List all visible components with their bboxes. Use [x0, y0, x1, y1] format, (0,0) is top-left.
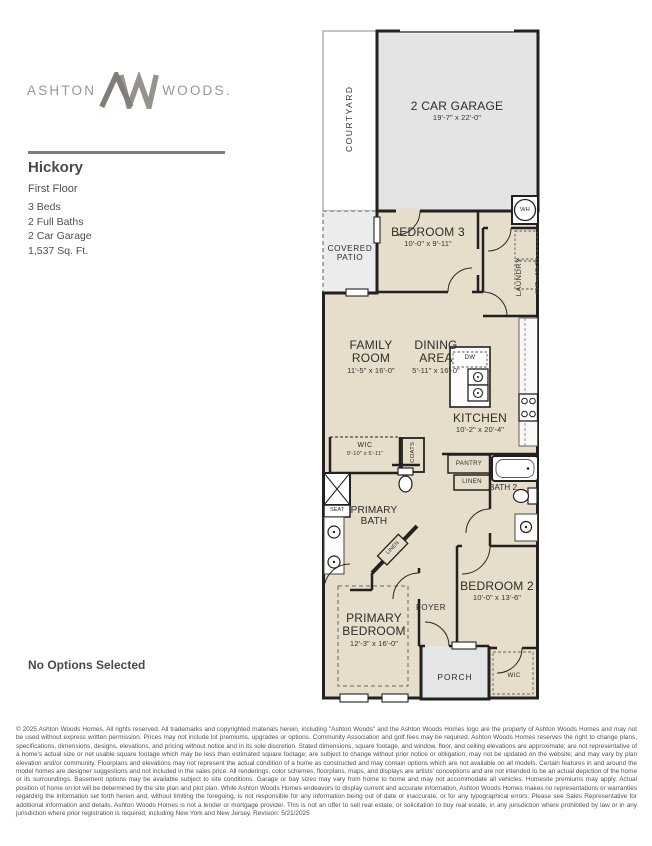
garage-name: 2 CAR GARAGE [410, 99, 504, 113]
coats-label: COATS [409, 441, 416, 463]
courtyard-label: COURTYARD [344, 85, 355, 153]
spec-baths: 2 Full Baths [28, 215, 84, 228]
logo-text-woods: WOODS. [162, 83, 232, 98]
seat-label: SEAT [330, 507, 344, 513]
foyer-label: FOYER [415, 603, 447, 612]
primary-bedroom-label [330, 612, 418, 648]
garage-label [397, 100, 517, 123]
porch-label: PORCH [437, 672, 473, 682]
plan-name: Hickory [28, 159, 84, 176]
covered-patio-label: COVERED PATIO [327, 244, 373, 263]
linen-bath-label: LINEN [385, 540, 401, 556]
entry-opening [396, 209, 420, 214]
kitchen-name: KITCHEN [452, 411, 508, 425]
aw-monogram-icon [99, 72, 159, 109]
plan-floor: First Floor [28, 183, 78, 195]
laundry-label [508, 222, 544, 332]
bedroom3-label [380, 226, 476, 249]
kitchen-dims: 10'-2" x 20'-4" [455, 425, 505, 435]
bath2-label: BATH 2 [488, 483, 518, 492]
primary-bedroom-dims: 12'-3" x 16'-0" [349, 638, 399, 648]
dining-area-dims: 5'-11" x 16'-0" [412, 365, 460, 375]
bedroom2-name: BEDROOM 2 [460, 579, 534, 593]
options-note: No Options Selected [28, 658, 146, 672]
bathtub [492, 456, 538, 481]
family-room-name: FAMILY ROOM [349, 338, 393, 366]
header-divider [28, 151, 225, 154]
dishwasher-label: DW [464, 354, 476, 361]
water-heater-label: WH [520, 206, 530, 213]
bedroom2-dims: 10'-0" x 13'-6" [472, 593, 522, 603]
shower [324, 473, 350, 505]
linen-hall-label: LINEN [462, 477, 482, 485]
logo-text-ashton: ASHTON [27, 83, 97, 98]
pantry-label: PANTRY [455, 459, 483, 467]
bedroom2-label [455, 580, 539, 603]
primary-wic-dims: 9'-10" x 5'-11" [346, 450, 384, 457]
disclaimer-text: © 2025 Ashton Woods Homes. All rights reserved. All trademarks and copyrighted materials herein, including "Ashton Woods" and the Ashton Woods Homes logo are the property of Ashton Woods Homes and may not be used without express written permission. Prices may not include lot premiums, upgrades or options. Community Association and golf fees may be required. Ashton Woods Homes reserves the right to change plans, specifications, dimensions, designs, elevations, and pricing without notice and in its sole discretion. Stated dimensions, square footage, and window, floor, and ceiling elevations are approximate; are not representative of a home's actual size or net usable square footage which may be less than estimated square footage; are subject to change without prior notice or obligation; may not be updated on the website; and may vary by plan elevation and/or community. Floorplans and elevations may not represent the actual condition of a home as constructed and may contain options which are not available on all models. Certain features in and around the model homes are designer suggestions and not included in the sales price. All renderings, color schemes, floorplans, maps, and displays are artists' conceptions and are not intended to be an actual depiction of the home or its surroundings. Basement options may be available subject to site conditions. Garage or bay sizes may vary from home to home and may not accommodate all vehicles. Homesite premiums may apply. Actual position of home on lot will be determined by the site plan and plot plan. While Ashton Woods Homes endeavors to display current and accurate information, Ashton Woods Homes makes no representations or warranties regarding the information set forth herein and, without limiting the foregoing, is not responsible for any information being out of date or inaccurate, or for any typographical errors. Please see Sales Representative for additional information and details. Ashton Woods Homes is not a lender or mortgage provider. This is not an offer to sell real estate, or solicitation to buy real estate, in any jurisdiction where prohibited by law or in any jurisdiction where prior registration is required, including New York and New Jersey. Revision: 5/21/2025 [16, 726, 637, 818]
spec-sqft: 1,537 Sq. Ft. [28, 244, 89, 257]
garage-door-opening [400, 28, 514, 34]
garage-dims: 19'-7" x 22'-0" [432, 113, 482, 123]
bath2-sink [515, 514, 538, 541]
spec-beds: 3 Beds [28, 201, 61, 213]
primary-bath-label: PRIMARY BATH [350, 505, 398, 528]
primary-wic-label [333, 442, 397, 457]
bedroom3-name: BEDROOM 3 [391, 225, 465, 239]
plan-specs [28, 200, 92, 258]
primary-bedroom-name: PRIMARY BEDROOM [342, 611, 406, 639]
laundry-name: LAUNDRY [514, 257, 524, 297]
primary-wic-name: WIC [357, 442, 373, 449]
bedroom2-wic-label: WIC [507, 672, 521, 679]
ashton-woods-logo [27, 72, 232, 109]
family-room-dims: 11'-5" x 16'-0" [347, 365, 395, 375]
bedroom3-dims: 10'-0" x 9'-11" [404, 239, 452, 249]
kitchen-label [434, 412, 526, 435]
laundry-dims: 6'-7" x 10'-7" [535, 259, 541, 294]
dining-area-name: DINING AREA [414, 338, 458, 366]
spec-garage: 2 Car Garage [28, 230, 92, 243]
floorplan [322, 28, 540, 704]
